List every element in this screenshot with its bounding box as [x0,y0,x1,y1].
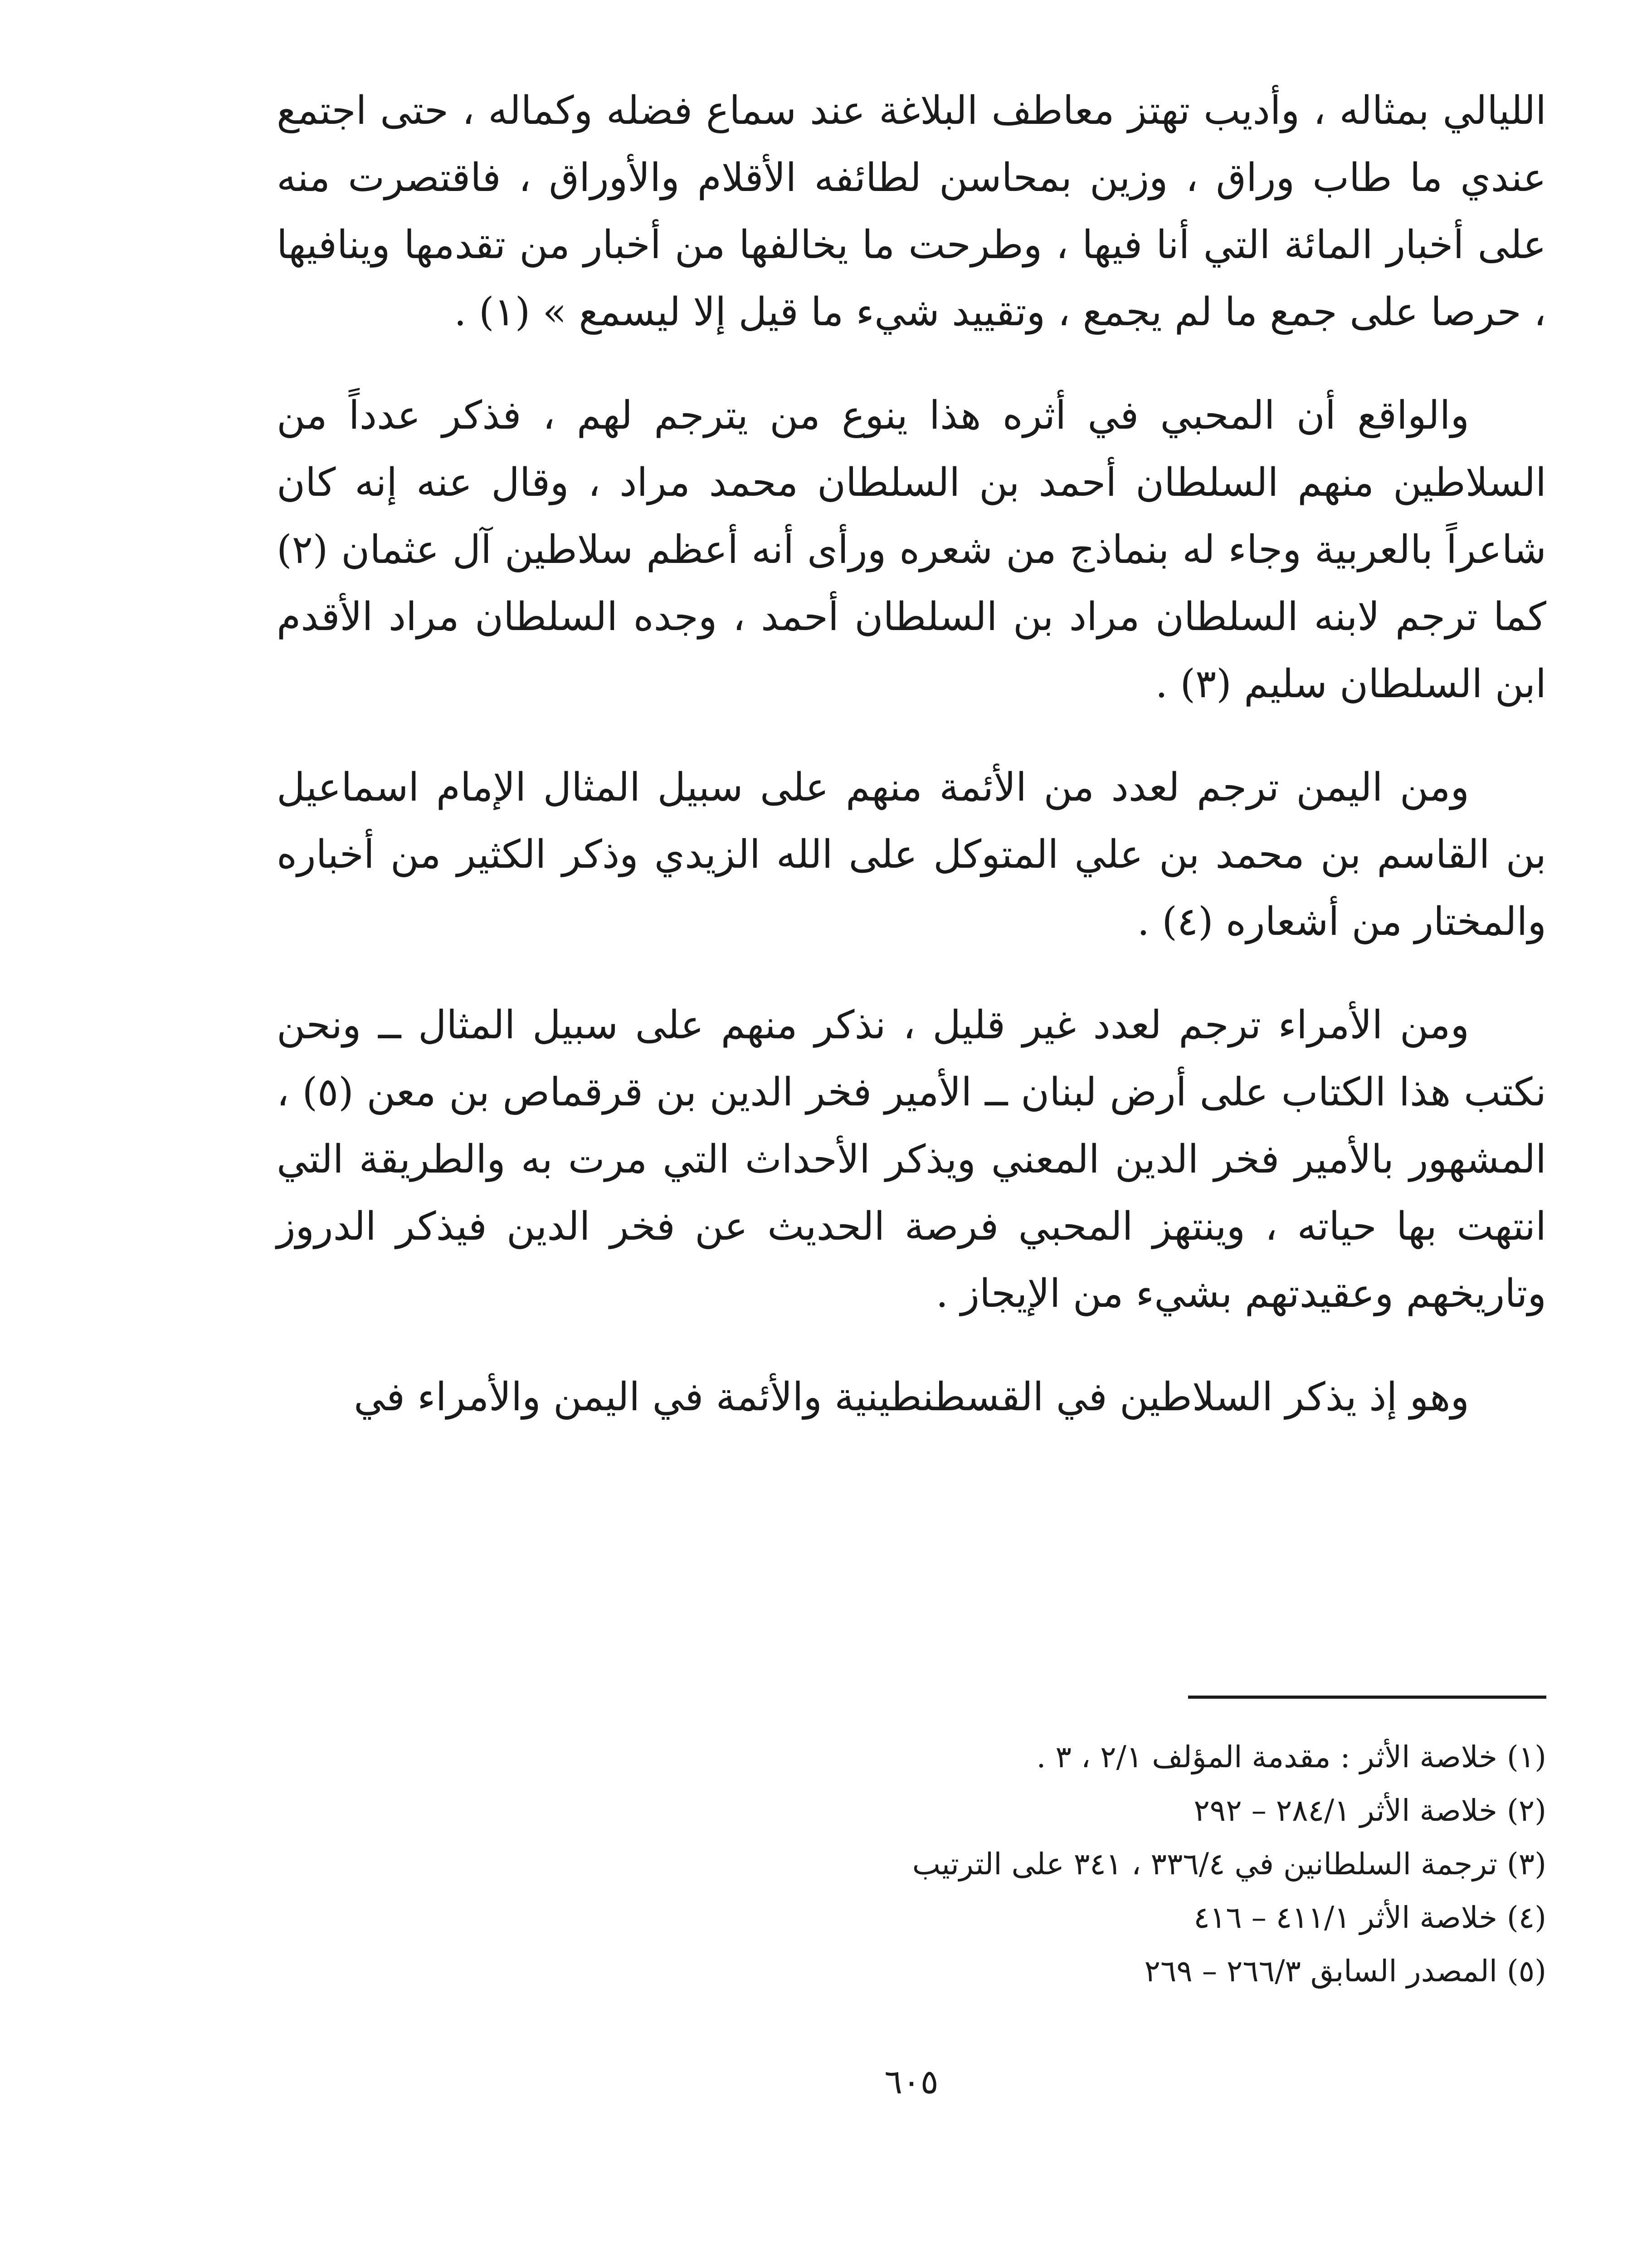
footnotes [367,1730,1546,1998]
page-number: ٦٠٥ [884,2063,939,2102]
footnote-5: (٥) المصدر السابق ٢٦٦/٣ – ٢٦٩ [1144,1954,1546,1989]
paragraph-1: الليالي بمثاله ، وأديب تهتز معاطف البلاغة عند سماع فضله وكماله ، حتى اجتمع عندي ما طاب وراق ، وزين بمحاسن لطائفه الأقلام والأوراق ، فاقتصرت منه على أخبار المائة التي أنا فيها ، وطرحت ما يخالفها من أخبار من تقدمها وينافيها ، حرصا على جمع ما لم يجمع ، وتقييد شيء ما قيل إلا ليسمع » (١) . [277,88,1546,335]
page-body [277,77,1546,1431]
paragraph-2: والواقع أن المحبي في أثره هذا ينوع من يترجم لهم ، فذكر عدداً من السلاطين منهم السلطان أحمد بن السلطان محمد مراد ، وقال عنه إنه كان شاعراً بالعربية وجاء له بنماذج من شعره ورأى أنه أعظم سلاطين آل عثمان (٢) كما ترجم لابنه السلطان مراد بن السلطان أحمد ، وجده السلطان مراد الأقدم ابن السلطان سليم (٣) . [277,393,1546,707]
footnote-4: (٤) خلاصة الأثر ٤١١/١ – ٤١٦ [1194,1900,1546,1935]
footnote-3: (٣) ترجمة السلطانين في ٣٣٦/٤ ، ٣٤١ على الترتيب [912,1847,1546,1882]
paragraph-3: ومن اليمن ترجم لعدد من الأئمة منهم على سبيل المثال الإمام اسماعيل بن القاسم بن محمد بن علي المتوكل على الله الزيدي وذكر الكثير من أخباره والمختار من أشعاره (٤) . [277,765,1546,944]
footnote-separator [1188,1696,1546,1699]
paragraph-5: وهو إذ يذكر السلاطين في القسطنطينية والأئمة في اليمن والأمراء في [354,1374,1469,1420]
footnote-1: (١) خلاصة الأثر : مقدمة المؤلف ٢/١ ، ٣ . [1036,1740,1546,1774]
footnote-2: (٢) خلاصة الأثر ٢٨٤/١ – ٢٩٢ [1194,1793,1546,1828]
paragraph-4: ومن الأمراء ترجم لعدد غير قليل ، نذكر منهم على سبيل المثال ــ ونحن نكتب هذا الكتاب على أرض لبنان ــ الأمير فخر الدين بن قرقماص بن معن (٥) ، المشهور بالأمير فخر الدين المعني ويذكر الأحداث التي مرت به والطريقة التي انتهت بها حياته ، وينتهز المحبي فرصة الحديث عن فخر الدين فيذكر الدروز وتاريخهم وعقيدتهم بشيء من الإيجاز . [277,1002,1546,1316]
